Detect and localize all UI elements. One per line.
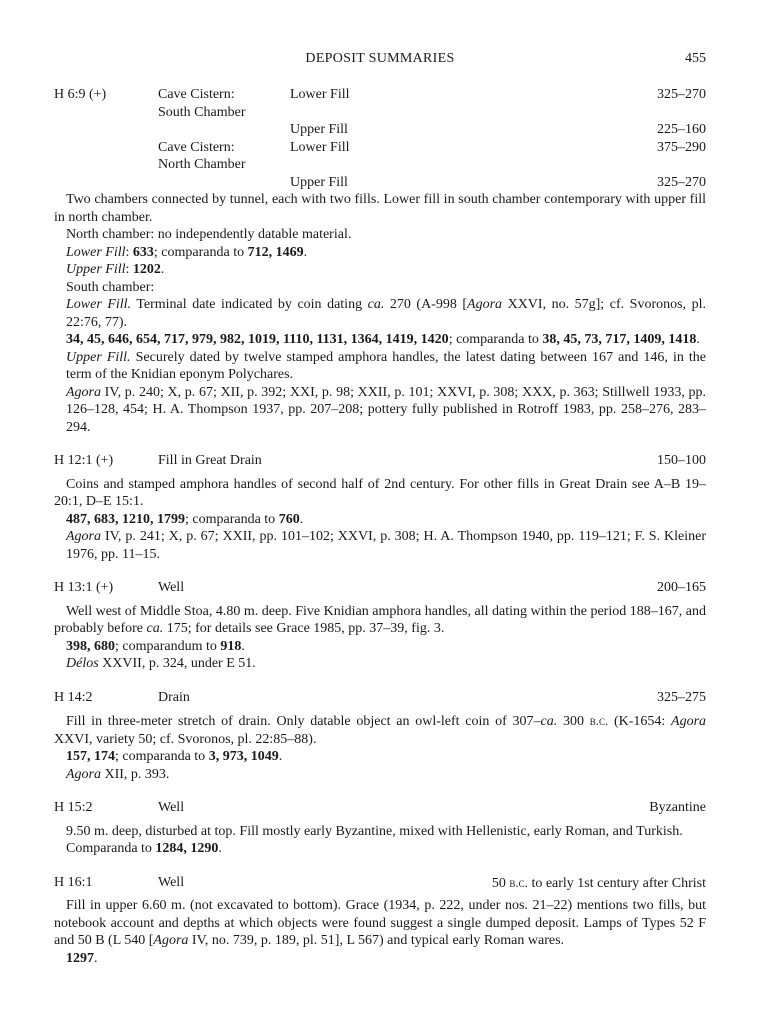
catalogue-numbers: 1297. (66, 950, 98, 966)
deposit-location: Well (158, 874, 185, 890)
deposit-entry-h15-2 (54, 799, 706, 858)
description: Well west of Middle Stoa, 4.80 m. deep. Five Knidian amphora handles, all dating within the period 188–167, and probably before ca. 175; for details see Grace 1985, pp. 37–39, fig. 3. (54, 603, 706, 636)
deposit-date: Byzantine (649, 800, 706, 815)
description: 9.50 m. deep, disturbed at top. Fill mostly early Byzantine, mixed with Hellenistic, early Roman, and Turkish. (66, 823, 683, 839)
deposit-entry-h6-9 (54, 86, 706, 436)
fill-name: Upper Fill (290, 122, 348, 137)
north-chamber-note: North chamber: no independently datable material. (66, 227, 352, 242)
references: Agora XII, p. 393. (66, 766, 170, 782)
catalogue-numbers: Comparanda to 1284, 1290. (66, 841, 222, 856)
deposit-location: Fill in Great Drain (158, 453, 262, 468)
deposit-date: 225–160 (657, 122, 706, 137)
fill-name: Lower Fill (290, 87, 350, 102)
deposit-location: Well (158, 580, 185, 595)
deposit-id: H 6:9 (+) (54, 87, 107, 102)
chamber-row (54, 86, 706, 121)
entry-header (54, 799, 706, 817)
deposit-id: H 15:2 (54, 800, 93, 815)
deposit-date: 150–100 (657, 453, 706, 468)
deposit-date: 50 b.c. to early 1st century after Christ (491, 874, 706, 891)
description: Two chambers connected by tunnel, each with two fills. Lower fill in south chamber contemporary with upper fill in north chamber. (54, 192, 706, 225)
south-lower-fill: Lower Fill. Terminal date indicated by coin dating ca. 270 (A-998 [Agora XXVI, no. 57g]; cf. Svoronos, pl. 22:76, 77). (66, 297, 706, 330)
deposit-date: 325–270 (657, 87, 706, 102)
deposit-date: 325–270 (657, 174, 706, 190)
deposit-date: 325–275 (657, 689, 706, 705)
entry-header (54, 874, 706, 892)
deposit-entries (54, 86, 706, 983)
description: Fill in three-meter stretch of drain. Only datable object an owl-left coin of 307–ca. 300 b.c. (K-1654: Agora XXVI, variety 50; cf. Svoronos, pl. 22:85–88). (54, 713, 707, 747)
deposit-id: H 16:1 (54, 874, 93, 890)
description: Coins and stamped amphora handles of second half of 2nd century. For other fills in Great Drain see A–B 19–20:1, D–E 15:1. (54, 476, 706, 509)
south-upper-fill: Upper Fill. Securely dated by twelve stamped amphora handles, the latest dating between 167 and 146, in the term of the Knidian eponym Polychares. (66, 349, 706, 382)
fill-row (54, 174, 706, 192)
north-lower-fill: Lower Fill: 633; comparanda to 712, 1469. (66, 244, 308, 260)
deposit-date: 200–165 (657, 580, 706, 595)
entry-header (54, 452, 706, 470)
catalogue-numbers: 487, 683, 1210, 1799; comparanda to 760. (66, 511, 304, 527)
references: Délos XXVII, p. 324, under E 51. (66, 656, 256, 671)
deposit-location: Well (158, 800, 185, 815)
deposit-id: H 12:1 (+) (54, 453, 114, 468)
north-upper-fill: Upper Fill: 1202. (66, 262, 165, 277)
entry-header (54, 689, 706, 707)
deposit-entry-h14-2 (54, 689, 706, 784)
chamber-row (54, 139, 706, 174)
deposit-location: Cave Cistern: North Chamber (158, 139, 246, 172)
deposit-location: Cave Cistern: South Chamber (158, 87, 246, 120)
entry-header (54, 579, 706, 597)
page-number: 455 (685, 51, 706, 66)
catalogue-numbers: 157, 174; comparanda to 3, 973, 1049. (66, 749, 283, 764)
deposit-id: H 14:2 (54, 689, 93, 705)
deposit-date: 375–290 (657, 139, 706, 155)
deposit-entry-h16-1 (54, 874, 706, 968)
fill-row (54, 121, 706, 139)
catalogue-numbers: 398, 680; comparandum to 918. (66, 638, 245, 654)
south-chamber-note: South chamber: (66, 279, 155, 295)
deposit-entry-h12-1 (54, 452, 706, 563)
catalogue-numbers: 34, 45, 646, 654, 717, 979, 982, 1019, 1110, 1131, 1364, 1419, 1420; comparanda to 38, 45, 73, 717, 1409, 1418. (66, 332, 700, 347)
deposit-location: Drain (158, 689, 190, 705)
references: Agora IV, p. 240; X, p. 67; XII, p. 392; XXI, p. 98; XXII, p. 101; XXVI, p. 308; XXX, p. 363; Stillwell 1933, pp. 126–128, 454; H. A. Thompson 1937, pp. 207–208; pottery fully published in Rotroff 1983, pp. 258–276, 283–294. (66, 384, 706, 435)
deposit-entry-h13-1 (54, 579, 706, 673)
description: Fill in upper 6.60 m. (not excavated to bottom). Grace (1934, p. 222, under nos. 21–22) mentions two fills, but notebook account and depths at which objects were found suggest a single dumped deposit. Lamps of Types 52 F and 50 B (L 540 [Agora IV, no. 739, p. 189, pl. 51], L 567) and typical early Roman wares. (54, 898, 706, 948)
running-title: DEPOSIT SUMMARIES (305, 51, 455, 66)
deposit-id: H 13:1 (+) (54, 580, 114, 595)
running-head (54, 50, 706, 70)
references: Agora IV, p. 241; X, p. 67; XXII, pp. 101–102; XXVI, p. 308; H. A. Thompson 1940, pp. 119–121; F. S. Kleiner 1976, pp. 11–15. (66, 529, 706, 562)
fill-name: Lower Fill (290, 139, 350, 155)
fill-name: Upper Fill (290, 174, 348, 190)
